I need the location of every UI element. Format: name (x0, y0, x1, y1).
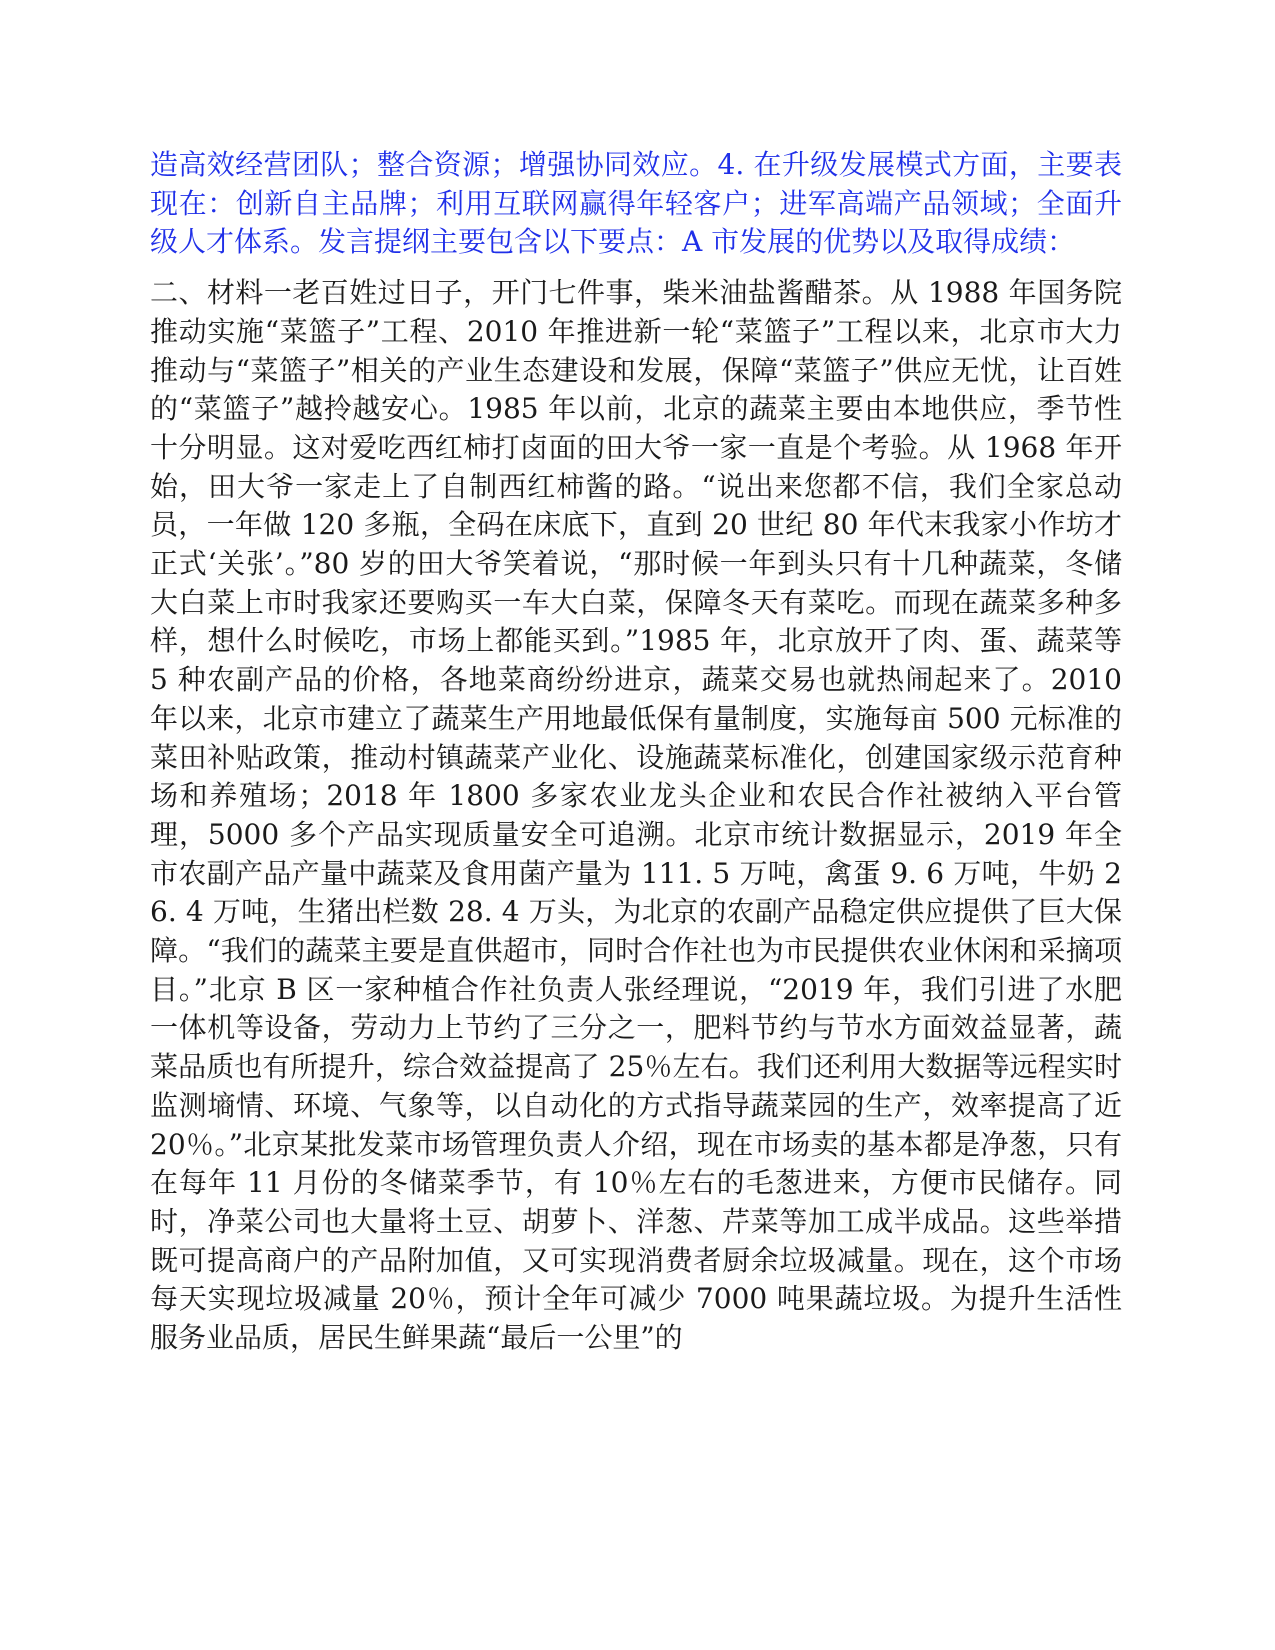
document-body (150, 146, 1122, 1358)
answer-paragraph: 造高效经营团队；整合资源；增强协同效应。4. 在升级发展模式方面，主要表现在：创新自主品牌；利用互联网赢得年轻客户；进军高端产品领域；全面升级人才体系。发言提纲主要包含以下要点：A 市发展的优势以及取得成绩： (150, 148, 1122, 259)
material-paragraph: 二、材料一老百姓过日子，开门七件事，柴米油盐酱醋茶。从 1988 年国务院推动实施“菜篮子”工程、2010 年推进新一轮“菜篮子”工程以来，北京市大力推动与“菜篮子”相关的产业生态建设和发展，保障“菜篮子”供应无忧，让百姓的“菜篮子”越拎越安心。1985 年以前，北京的蔬菜主要由本地供应，季节性十分明显。这对爱吃西红柿打卤面的田大爷一家一直是个考验。从 1968 年开始，田大爷一家走上了自制西红柿酱的路。“说出来您都不信，我们全家总动员，一年做 120 多瓶，全码在床底下，直到 20 世纪 80 年代末我家小作坊才正式‘关张’。”80 岁的田大爷笑着说，“那时候一年到头只有十几种蔬菜，冬储大白菜上市时我家还要购买一车大白菜，保障冬天有菜吃。而现在蔬菜多种多样，想什么时候吃，市场上都能买到。”1985 年，北京放开了肉、蛋、蔬菜等 5 种农副产品的价格，各地菜商纷纷进京，蔬菜交易也就热闹起来了。2010 年以来，北京市建立了蔬菜生产用地最低保有量制度，实施每亩 500 元标准的菜田补贴政策，推动村镇蔬菜产业化、设施蔬菜标准化，创建国家级示范育种场和养殖场；2018 年 1800 多家农业龙头企业和农民合作社被纳入平台管理，5000 多个产品实现质量安全可追溯。北京市统计数据显示，2019 年全市农副产品产量中蔬菜及食用菌产量为 111. 5 万吨，禽蛋 9. 6 万吨，牛奶 26. 4 万吨，生猪出栏数 28. 4 万头，为北京的农副产品稳定供应提供了巨大保障。“我们的蔬菜主要是直供超市，同时合作社也为市民提供农业休闲和采摘项目。”北京 B 区一家种植合作社负责人张经理说，“2019 年，我们引进了水肥一体机等设备，劳动力上节约了三分之一，肥料节约与节水方面效益显著，蔬菜品质也有所提升，综合效益提高了 25％左右。我们还利用大数据等远程实时监测墒情、环境、气象等，以自动化的方式指导蔬菜园的生产，效率提高了近 20％。”北京某批发菜市场管理负责人介绍，现在市场卖的基本都是净葱，只有在每年 11 月份的冬储菜季节，有 10％左右的毛葱进来，方便市民储存。同时，净菜公司也大量将土豆、胡萝卜、洋葱、芹菜等加工成半成品。这些举措既可提高商户的产品附加值，又可实现消费者厨余垃圾减量。现在，这个市场每天实现垃圾减量 20％，预计全年可减少 7000 吨果蔬垃圾。为提升生活性服务业品质，居民生鲜果蔬“最后一公里”的 (150, 276, 1122, 1355)
